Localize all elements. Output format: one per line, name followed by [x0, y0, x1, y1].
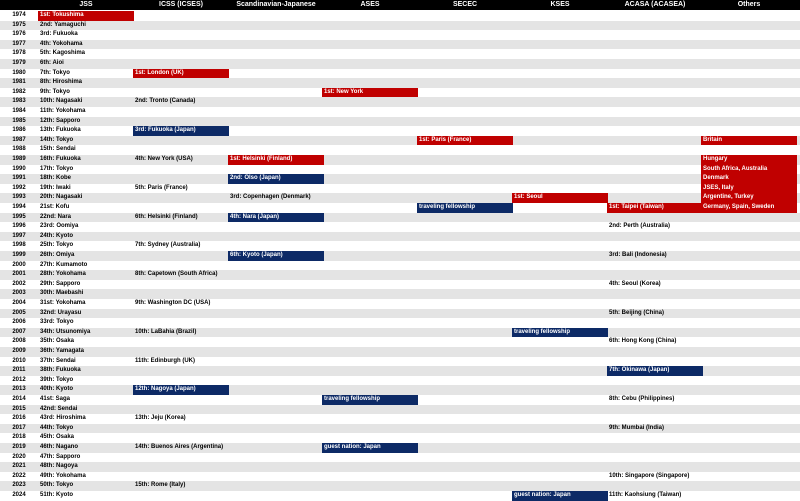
jss-entry: 35th: Osaka	[40, 338, 75, 345]
jss-entry: 14th: Tokyo	[40, 136, 74, 143]
year-cell: 1978	[12, 50, 26, 57]
table-row	[0, 184, 800, 194]
table-row	[0, 107, 800, 117]
table-row	[0, 424, 800, 434]
year-cell: 2008	[12, 338, 26, 345]
header-ases: ASES	[360, 1, 380, 8]
table-row	[0, 193, 800, 203]
year-cell: 2017	[12, 424, 26, 431]
icss-entry: 6th: Helsinki (Finland)	[135, 213, 198, 220]
year-cell: 2001	[12, 271, 26, 278]
table-row	[0, 21, 800, 31]
header-year	[0, 0, 38, 10]
icss-entry: 14th: Buenos Aires (Argentina)	[135, 444, 224, 450]
kses-entry: guest nation: Japan	[512, 491, 608, 501]
jss-entry: 19th: Iwaki	[40, 184, 71, 191]
others-block-line: Hungary	[703, 156, 728, 162]
year-cell: 1977	[12, 40, 26, 47]
table-row	[0, 433, 800, 443]
year-cell: 1979	[12, 60, 26, 66]
year-cell: 2005	[12, 309, 26, 316]
table-row	[0, 395, 800, 405]
icss-entry: 7th: Sydney (Australia)	[135, 242, 201, 249]
table-row	[0, 232, 800, 242]
jss-entry: 2nd: Yamaguchi	[40, 21, 86, 28]
table-row	[0, 491, 800, 501]
table-row	[0, 49, 800, 59]
year-cell: 1994	[12, 204, 26, 210]
jss-entry: 41st: Saga	[40, 396, 71, 402]
year-cell: 2010	[12, 357, 26, 364]
jss-entry: 12th: Sapporo	[40, 117, 81, 124]
table-header	[0, 0, 800, 10]
table-row	[0, 366, 800, 376]
year-cell: 2007	[12, 328, 26, 335]
table-row	[0, 97, 800, 107]
jss-entry: 42nd: Sendai	[40, 405, 78, 412]
jss-entry: 48th: Nagoya	[40, 463, 78, 470]
year-cell: 2006	[12, 319, 26, 326]
jss-entry: 3rd: Fukuoka	[40, 31, 78, 38]
year-cell: 1984	[12, 108, 26, 114]
year-cell: 1987	[12, 136, 26, 143]
table-row	[0, 309, 800, 319]
table-row	[0, 59, 800, 69]
year-cell: 1997	[12, 232, 26, 239]
year-cell: 1976	[12, 31, 26, 38]
others-block-line: South Africa, Australia	[703, 165, 768, 172]
table-row	[0, 69, 800, 79]
table-row	[0, 261, 800, 271]
year-cell: 1992	[12, 184, 26, 191]
year-cell: 2015	[12, 405, 26, 412]
acasa-entry: 1st: Taipei (Taiwan)	[607, 203, 703, 213]
jss-entry: 18th: Kobe	[40, 175, 72, 182]
table-row	[0, 222, 800, 232]
icss-entry: 15th: Rome (Italy)	[135, 482, 186, 489]
icss-entry: 2nd: Tronto (Canada)	[135, 98, 196, 105]
table-row	[0, 155, 800, 165]
table-row	[0, 472, 800, 482]
icss-entry: 5th: Paris (France)	[135, 184, 188, 191]
year-cell: 1982	[12, 88, 26, 95]
year-cell: 1988	[12, 146, 26, 153]
year-cell: 2016	[12, 415, 26, 422]
table-row	[0, 88, 800, 98]
ases-entry: traveling fellowship	[322, 395, 418, 405]
acasa-entry: 7th: Okinawa (Japan)	[607, 366, 703, 376]
ases-entry: 1st: New York	[322, 88, 418, 98]
year-cell: 2023	[12, 482, 26, 489]
header-acasa: ACASA (ACASEA)	[624, 1, 686, 8]
year-cell: 2011	[12, 367, 26, 374]
year-cell: 2024	[12, 492, 26, 498]
table-row	[0, 414, 800, 424]
table-row	[0, 328, 800, 338]
secec-entry: traveling fellowship	[417, 203, 513, 213]
jss-entry: 8th: Hiroshima	[40, 79, 83, 86]
table-row	[0, 30, 800, 40]
jss-entry: 47th: Sapporo	[40, 453, 81, 460]
table-row	[0, 280, 800, 290]
others-entry	[701, 136, 797, 146]
year-cell: 1985	[12, 117, 26, 124]
icss-entry: 1st: London (UK)	[133, 69, 229, 79]
year-cell: 1986	[12, 127, 26, 134]
table-row	[0, 462, 800, 472]
icss-entry: 3rd: Fukuoka (Japan)	[133, 126, 229, 136]
jss-entry: 46th: Nagano	[40, 444, 79, 450]
table-row	[0, 405, 800, 415]
acasa-entry: 4th: Seoul (Korea)	[609, 280, 661, 287]
table-row	[0, 385, 800, 395]
jss-entry: 21st: Kofu	[40, 204, 70, 210]
icss-entry: 8th: Capetown (South Africa)	[135, 271, 218, 278]
year-cell: 1975	[12, 21, 26, 28]
ases-entry: guest nation: Japan	[322, 443, 418, 453]
year-cell: 2018	[12, 434, 26, 441]
year-cell: 2021	[12, 463, 26, 470]
jss-entry: 34th: Utsunomiya	[40, 328, 91, 335]
year-cell: 2020	[12, 453, 26, 460]
jss-entry: 5th: Kagoshima	[40, 50, 86, 57]
year-cell: 2013	[12, 386, 26, 393]
jss-entry: 10th: Nagasaki	[40, 98, 83, 105]
year-cell: 2022	[12, 472, 26, 479]
jss-entry: 49th: Yokohama	[40, 472, 86, 479]
acasa-entry: 9th: Mumbai (India)	[609, 424, 664, 431]
acasa-entry: 8th: Cebu (Philippines)	[609, 396, 675, 402]
sj-entry: 3rd: Copenhagen (Denmark)	[230, 194, 311, 201]
jss-entry: 29th: Sapporo	[40, 280, 81, 287]
jss-entry: 31st: Yokohama	[40, 300, 86, 306]
table-row	[0, 289, 800, 299]
jss-entry: 45th: Osaka	[40, 434, 75, 441]
table-row	[0, 347, 800, 357]
table-row	[0, 213, 800, 223]
jss-entry: 25th: Tokyo	[40, 242, 74, 249]
table-row	[0, 165, 800, 175]
table-row	[0, 203, 800, 213]
kses-entry: 1st: Seoul	[512, 193, 608, 203]
table-row	[0, 376, 800, 386]
table-row	[0, 126, 800, 136]
year-cell: 1991	[12, 175, 26, 182]
header-icss: ICSS (ICSES)	[159, 1, 203, 8]
year-cell: 1995	[12, 213, 26, 220]
year-cell: 2014	[12, 396, 26, 402]
table-row	[0, 443, 800, 453]
sj-entry: 1st: Helsinki (Finland)	[228, 155, 324, 165]
jss-entry: 6th: Aioi	[40, 60, 64, 66]
icss-entry: 13th: Jeju (Korea)	[135, 415, 186, 422]
year-cell: 1990	[12, 165, 26, 172]
year-cell: 1993	[12, 194, 26, 201]
year-cell: 2009	[12, 348, 26, 354]
jss-entry: 17th: Tokyo	[40, 165, 74, 172]
year-cell: 1980	[12, 69, 26, 76]
year-cell: 1998	[12, 242, 26, 249]
table-row	[0, 299, 800, 309]
header-kses: KSES	[550, 1, 570, 8]
others-block-line: Germany, Spain, Sweden	[703, 203, 775, 210]
acasa-entry: 6th: Hong Kong (China)	[609, 338, 677, 345]
jss-entry: 40th: Kyoto	[40, 386, 73, 393]
jss-entry: 15th: Sendai	[40, 146, 76, 153]
others-entry-label: Britain	[703, 136, 723, 143]
sj-entry: 4th: Nara (Japan)	[228, 213, 324, 223]
year-cell: 1981	[12, 79, 26, 86]
year-cell: 2002	[12, 280, 26, 287]
header-scandinavian-japanese: Scandinavian-Japanese	[236, 1, 316, 8]
table-row	[0, 40, 800, 50]
icss-entry: 9th: Washington DC (USA)	[135, 300, 211, 306]
table-row	[0, 241, 800, 251]
kses-entry: traveling fellowship	[512, 328, 608, 338]
jss-entry: 16th: Fukuoka	[40, 156, 81, 162]
year-cell: 1999	[12, 252, 26, 258]
jss-entry: 38th: Fukuoka	[40, 367, 81, 374]
jss-entry: 27th: Kumamoto	[40, 261, 88, 268]
jss-entry: 1st: Tokushima	[38, 11, 134, 21]
table-row	[0, 174, 800, 184]
others-block	[701, 155, 797, 213]
icss-entry: 4th: New York (USA)	[135, 156, 193, 162]
jss-entry: 9th: Tokyo	[40, 88, 70, 95]
table-row	[0, 136, 800, 146]
jss-entry: 39th: Tokyo	[40, 376, 74, 383]
jss-entry: 37th: Sendai	[40, 357, 76, 364]
year-cell: 2000	[12, 261, 26, 268]
jss-entry: 24th: Kyoto	[40, 232, 73, 239]
table-row	[0, 481, 800, 491]
table-row	[0, 251, 800, 261]
year-cell: 1996	[12, 223, 26, 230]
table-row	[0, 337, 800, 347]
table-row	[0, 11, 800, 21]
acasa-entry: 10th: Singapore (Singapore)	[609, 472, 690, 479]
table-row	[0, 453, 800, 463]
others-block-line: Denmark	[703, 175, 729, 182]
icss-entry: 12th: Nagoya (Japan)	[133, 385, 229, 395]
year-cell: 2012	[12, 376, 26, 383]
jss-entry: 28th: Yokohama	[40, 271, 86, 278]
jss-entry: 32nd: Urayasu	[40, 309, 82, 316]
acasa-entry: 2nd: Perth (Australia)	[609, 223, 671, 230]
jss-entry: 11th: Yokohama	[40, 108, 86, 114]
table-row	[0, 318, 800, 328]
icss-entry: 10th: LaBahia (Brazil)	[135, 328, 197, 335]
year-cell: 2019	[12, 444, 26, 450]
jss-entry: 36th: Yamagata	[40, 348, 84, 354]
jss-entry: 22nd: Nara	[40, 213, 72, 220]
jss-entry: 50th: Tokyo	[40, 482, 74, 489]
sj-entry: 2nd: Olso (Japan)	[228, 174, 324, 184]
jss-entry: 7th: Tokyo	[40, 69, 70, 76]
jss-entry: 51th: Kyoto	[40, 492, 73, 498]
others-block-line: Argentine, Turkey	[703, 194, 754, 201]
year-cell: 1983	[12, 98, 26, 105]
table-row	[0, 270, 800, 280]
jss-entry: 30th: Maebashi	[40, 290, 84, 297]
table-row	[0, 78, 800, 88]
acasa-entry: 3rd: Bali (Indonesia)	[609, 252, 667, 258]
table-row	[0, 145, 800, 155]
year-cell: 2004	[12, 300, 26, 306]
jss-entry: 33rd: Tokyo	[40, 319, 74, 326]
year-cell: 1989	[12, 156, 26, 162]
sj-entry: 6th: Kyoto (Japan)	[228, 251, 324, 261]
acasa-entry: 5th: Beijing (China)	[609, 309, 664, 316]
jss-entry: 4th: Yokohama	[40, 40, 83, 47]
acasa-entry: 11th: Kaohsiung (Taiwan)	[609, 492, 682, 498]
jss-entry: 13th: Fukuoka	[40, 127, 81, 134]
jss-entry: 23rd: Oomiya	[40, 223, 79, 230]
jss-entry: 44th: Tokyo	[40, 424, 74, 431]
year-cell: 2003	[12, 290, 26, 297]
table-row	[0, 117, 800, 127]
others-block-line: JSES, Italy	[703, 184, 734, 191]
jss-entry: 43rd: Hiroshima	[40, 415, 86, 422]
year-cell: 1974	[12, 12, 26, 18]
header-secec: SECEC	[452, 1, 478, 8]
jss-entry: 26th: Omiya	[40, 252, 75, 258]
header-others: Others	[737, 1, 761, 8]
header-jss: JSS	[79, 1, 93, 8]
jss-entry: 20th: Nagasaki	[40, 194, 83, 201]
icss-entry: 11th: Edinburgh (UK)	[135, 357, 195, 364]
secec-entry: 1st: Paris (France)	[417, 136, 513, 146]
table-row	[0, 357, 800, 367]
